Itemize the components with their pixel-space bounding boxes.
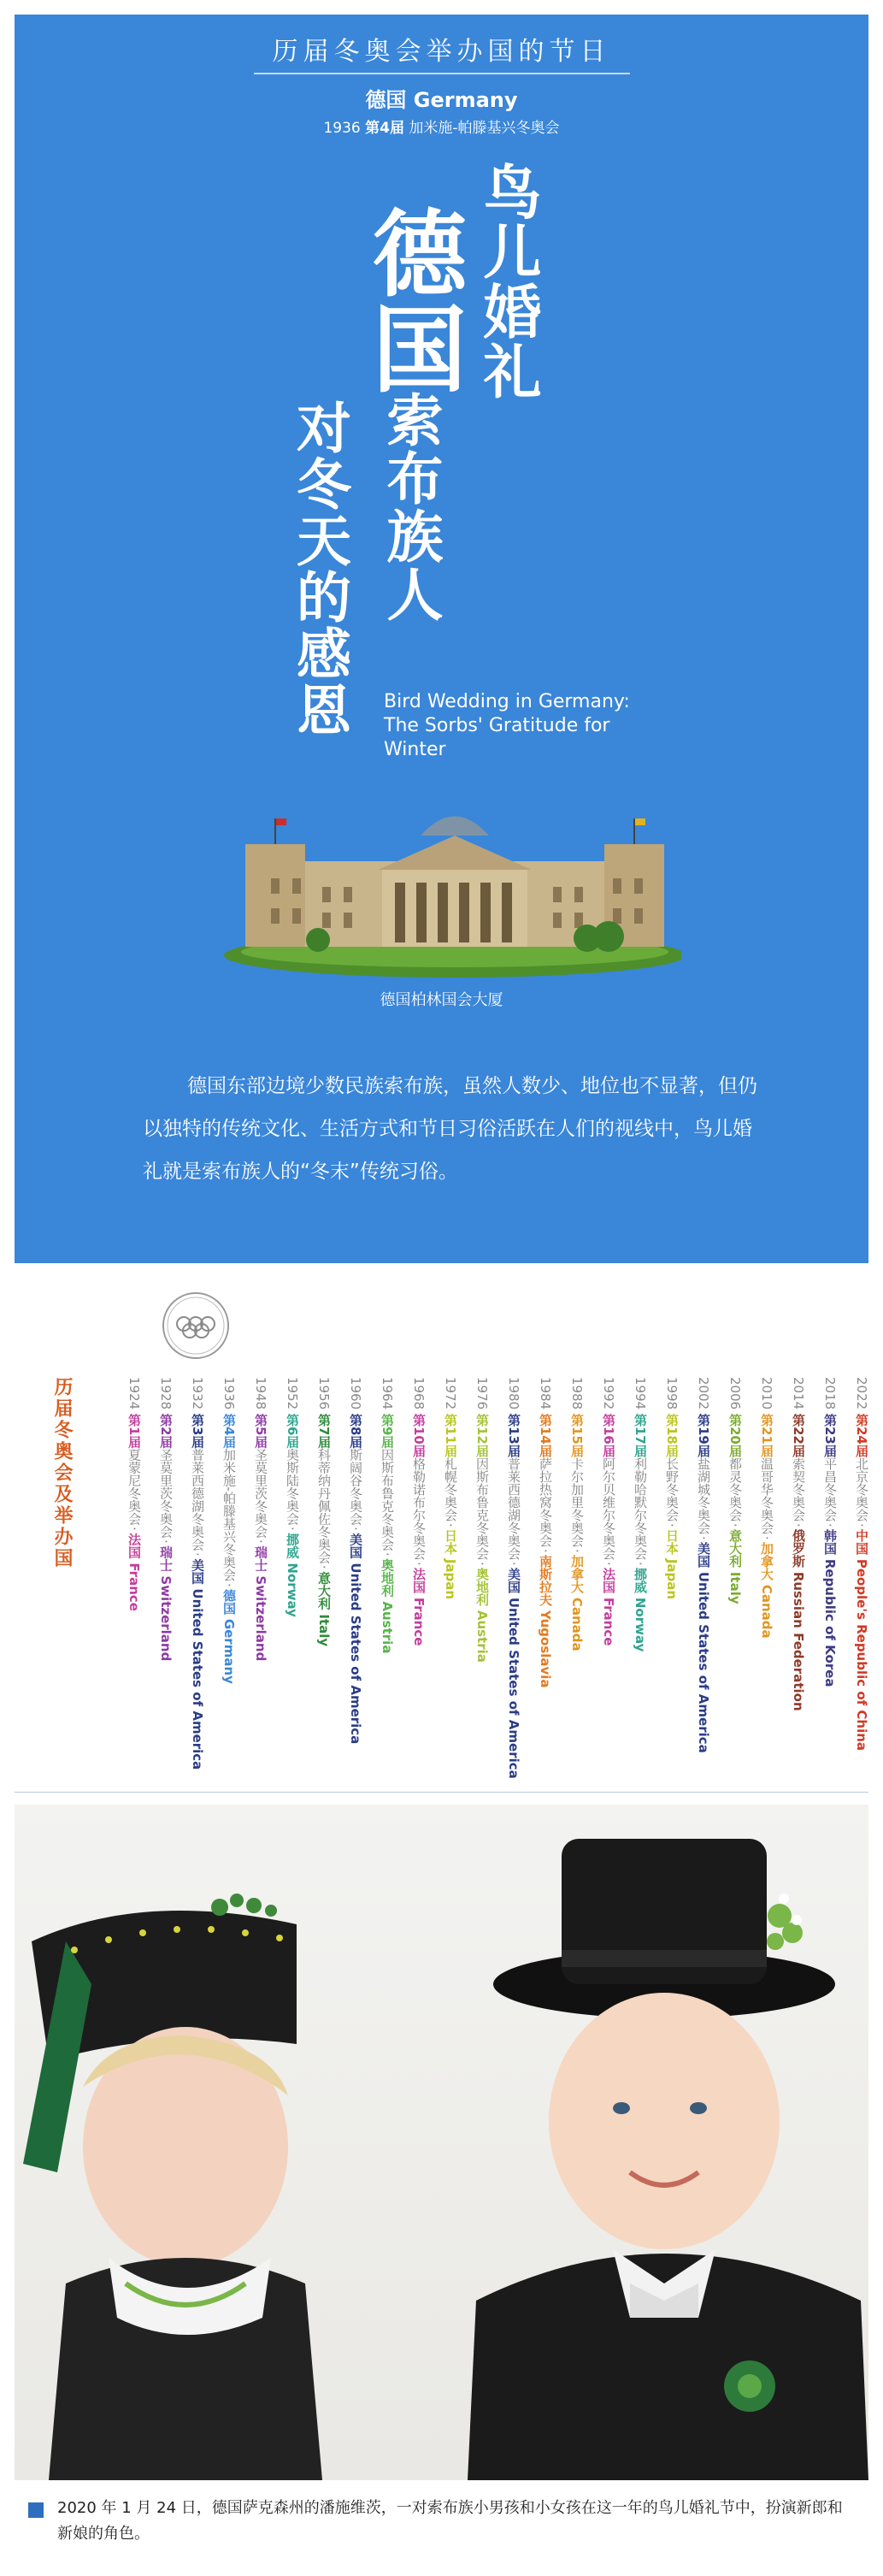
entry-year: 1992 — [601, 1377, 616, 1414]
entry-separator: · — [221, 1582, 237, 1587]
entry-separator: · — [411, 1561, 427, 1566]
timeline-entry — [222, 1377, 235, 1684]
entry-games: 长野冬奥会 — [664, 1456, 680, 1521]
entry-separator: · — [316, 1565, 332, 1570]
entry-separator: · — [253, 1539, 268, 1545]
entry-year: 1936 — [221, 1377, 237, 1414]
english-title: Bird Wedding in Germany: The Sorbs' Gratitude for Winter — [384, 691, 630, 760]
entry-country: 奥地利 Austria — [380, 1558, 395, 1654]
winter-games-timeline — [15, 1274, 868, 1793]
entry-separator: · — [348, 1527, 363, 1532]
entry-separator: · — [474, 1561, 490, 1566]
entry-year: 1960 — [348, 1377, 363, 1414]
timeline-entry — [412, 1377, 425, 1645]
entry-edition: 第16届 — [601, 1413, 616, 1457]
entry-country: 意大利 Italy — [727, 1528, 743, 1604]
title-bird-wedding: 鸟儿婚礼 — [474, 162, 542, 401]
entry-country: 美国 United States of America — [696, 1541, 711, 1753]
entry-games: 格勒诺布尔冬奥会 — [411, 1456, 427, 1560]
entry-year: 1964 — [380, 1377, 395, 1414]
entry-year: 1994 — [633, 1377, 648, 1414]
entry-country: 瑞士 Switzerland — [158, 1545, 174, 1662]
entry-year: 1956 — [316, 1377, 332, 1414]
title-gratitude: 对冬天的感恩 — [287, 399, 351, 738]
entry-separator: · — [727, 1522, 743, 1527]
games-line — [15, 115, 868, 137]
timeline-entry — [349, 1377, 362, 1744]
entry-edition: 第11届 — [443, 1413, 458, 1457]
timeline-entry — [728, 1377, 741, 1604]
entry-edition: 第14届 — [538, 1413, 553, 1457]
entry-separator: · — [633, 1561, 648, 1566]
intro-paragraph: 德国东部边境少数民族索布族，虽然人数少、地位也不显著，但仍以独特的传统文化、生活方式和节日习俗活跃在人们的视线中，鸟儿婚礼就是索布族人的“冬末”传统习俗。 — [143, 1075, 757, 1183]
reichstag-illustration — [220, 801, 681, 990]
entry-country: 法国 France — [601, 1567, 616, 1646]
entry-edition: 第12届 — [474, 1413, 490, 1457]
entry-games: 加米施-帕滕基兴冬奥会 — [221, 1448, 237, 1581]
entry-edition: 第2届 — [158, 1413, 174, 1449]
timeline-entry — [570, 1377, 583, 1651]
timeline-entry — [254, 1377, 267, 1661]
entry-games: 盐湖城冬奥会 — [696, 1456, 711, 1534]
photo-caption — [15, 2489, 868, 2566]
entry-separator: · — [190, 1552, 205, 1557]
entry-edition: 第21届 — [759, 1413, 774, 1457]
entry-games: 萨拉热窝冬奥会 — [538, 1456, 553, 1547]
entry-games: 索契冬奥会 — [791, 1456, 806, 1521]
entry-edition: 第22届 — [791, 1413, 806, 1457]
entry-games: 奥斯陆冬奥会 — [285, 1448, 300, 1526]
entry-separator: · — [791, 1522, 806, 1527]
entry-country: 意大利 Italy — [316, 1571, 332, 1647]
entry-edition: 第20届 — [727, 1413, 743, 1457]
entry-year: 1998 — [664, 1377, 680, 1414]
entry-country: 法国 France — [411, 1567, 427, 1646]
timeline-entry — [475, 1377, 488, 1663]
entry-country: 挪威 Norway — [285, 1533, 300, 1617]
entry-country: 俄罗斯 Russian Federation — [791, 1528, 806, 1711]
entry-country: 南斯拉夫 Yugoslavia — [538, 1554, 553, 1688]
entry-games: 因斯布鲁克冬奥会 — [474, 1456, 490, 1560]
timeline-entry — [317, 1377, 330, 1646]
entry-country: 韩国 Republic of Korea — [822, 1528, 838, 1687]
entry-year: 2002 — [696, 1377, 711, 1414]
entry-year: 2022 — [854, 1377, 869, 1414]
entry-year: 2010 — [759, 1377, 774, 1414]
caption-marker-icon — [28, 2502, 44, 2518]
timeline-entry — [697, 1377, 709, 1753]
entry-separator: · — [696, 1535, 711, 1540]
entry-country: 德国 Germany — [221, 1588, 237, 1684]
timeline-entry — [602, 1377, 615, 1645]
entry-country: 加拿大 Canada — [759, 1541, 774, 1639]
timeline-entry — [633, 1377, 646, 1651]
olympic-rings-icon — [162, 1291, 230, 1360]
entry-games: 科蒂纳丹佩佐冬奥会 — [316, 1448, 332, 1564]
entry-games: 圣莫里茨冬奥会 — [158, 1448, 174, 1539]
timeline-entry — [127, 1377, 140, 1611]
entry-country: 瑞士 Switzerland — [253, 1545, 268, 1662]
entry-year: 1932 — [190, 1377, 205, 1414]
entry-games: 因斯布鲁克冬奥会 — [380, 1448, 395, 1551]
entry-games: 阿尔贝维尔冬奥会 — [601, 1456, 616, 1560]
entry-games: 利勒哈默尔冬奥会 — [633, 1456, 648, 1560]
entry-separator: · — [664, 1522, 680, 1527]
title-divider — [254, 73, 630, 74]
timeline-entry — [191, 1377, 203, 1770]
title-sorbs: 索布族人 — [377, 391, 444, 623]
timeline-heading: 历届冬奥会及举办国 — [51, 1377, 73, 1569]
entry-year: 1972 — [443, 1377, 458, 1414]
entry-year: 1924 — [127, 1377, 142, 1414]
entry-games: 夏蒙尼冬奥会 — [127, 1448, 142, 1526]
entry-separator: · — [538, 1548, 553, 1553]
entry-edition: 第13届 — [506, 1413, 521, 1457]
entry-edition: 第5届 — [253, 1413, 268, 1449]
entry-separator: · — [506, 1561, 521, 1566]
entry-edition: 第19届 — [696, 1413, 711, 1457]
entry-year: 1980 — [506, 1377, 521, 1414]
entry-year: 1928 — [158, 1377, 174, 1414]
entry-games: 圣莫里茨冬奥会 — [253, 1448, 268, 1539]
entry-country: 奥地利 Austria — [474, 1567, 490, 1663]
entry-games: 普莱西德湖冬奥会 — [506, 1456, 521, 1560]
entry-edition: 第7届 — [316, 1413, 332, 1449]
games-edition: 第4届 — [365, 120, 404, 137]
entry-games: 都灵冬奥会 — [727, 1456, 743, 1521]
entry-games: 卡尔加里冬奥会 — [569, 1456, 585, 1547]
timeline-entry — [159, 1377, 172, 1661]
timeline-entry — [792, 1377, 804, 1711]
games-name: 加米施-帕滕基兴冬奥会 — [409, 120, 560, 137]
entry-games: 温哥华冬奥会 — [759, 1456, 774, 1534]
entry-edition: 第18届 — [664, 1413, 680, 1457]
entry-separator: · — [759, 1535, 774, 1540]
entry-country: 日本 Japan — [664, 1528, 680, 1600]
timeline-entry — [665, 1377, 678, 1599]
timeline-entry — [380, 1377, 393, 1653]
entry-year: 2014 — [791, 1377, 806, 1414]
photo-caption-text: 2020 年 1 月 24 日，德国萨克森州的潘施维茨，一对索布族小男孩和小女孩在这一年的鸟儿婚礼节中，扮演新郎和新娘的角色。 — [57, 2499, 843, 2543]
timeline-entry — [760, 1377, 773, 1639]
entry-year: 1976 — [474, 1377, 490, 1414]
entry-separator: · — [380, 1552, 395, 1557]
entry-year: 1984 — [538, 1377, 553, 1414]
entry-year: 1988 — [569, 1377, 585, 1414]
entry-country: 美国 United States of America — [348, 1533, 363, 1745]
entry-edition: 第15届 — [569, 1413, 585, 1457]
entry-games: 北京冬奥会 — [854, 1456, 869, 1521]
entry-separator: · — [443, 1522, 458, 1527]
entry-edition: 第4届 — [221, 1413, 237, 1449]
entry-separator: · — [569, 1548, 585, 1553]
entry-edition: 第10届 — [411, 1413, 427, 1457]
children-illustration — [15, 1805, 868, 2480]
entry-separator: · — [285, 1527, 300, 1532]
entry-year: 1952 — [285, 1377, 300, 1414]
series-title: 历届冬奥会举办国的节日 — [272, 37, 611, 67]
entry-edition: 第17届 — [633, 1413, 648, 1457]
timeline-entry — [444, 1377, 456, 1599]
entry-games: 平昌冬奥会 — [822, 1456, 838, 1521]
entry-country: 中国 People's Republic of China — [854, 1528, 869, 1752]
sorb-children-photo — [15, 1805, 868, 2480]
entry-edition: 第9届 — [380, 1413, 395, 1449]
entry-separator: · — [158, 1539, 174, 1545]
title-germany: 德国 — [357, 204, 468, 396]
entry-separator: · — [601, 1561, 616, 1566]
entry-year: 2018 — [822, 1377, 838, 1414]
entry-year: 1968 — [411, 1377, 427, 1414]
entry-separator: · — [822, 1522, 838, 1527]
entry-games: 斯阔谷冬奥会 — [348, 1448, 363, 1526]
host-country: 德国 Germany — [365, 88, 518, 112]
entry-country: 美国 United States of America — [190, 1558, 205, 1770]
entry-separator: · — [854, 1522, 869, 1527]
building-caption: 德国柏林国会大厦 — [380, 991, 503, 1009]
poster-section — [15, 15, 868, 1263]
entry-edition: 第23届 — [822, 1413, 838, 1457]
entry-country: 日本 Japan — [443, 1528, 458, 1600]
entry-separator: · — [127, 1527, 142, 1532]
entry-country: 法国 France — [127, 1533, 142, 1611]
entry-edition: 第3届 — [190, 1413, 205, 1449]
entry-games: 札幌冬奥会 — [443, 1456, 458, 1521]
entry-year: 1948 — [253, 1377, 268, 1414]
entry-year: 2006 — [727, 1377, 743, 1414]
entry-country: 美国 United States of America — [506, 1567, 521, 1779]
entry-edition: 第6届 — [285, 1413, 300, 1449]
timeline-entry — [823, 1377, 836, 1687]
timeline-entry — [507, 1377, 520, 1779]
entry-country: 加拿大 Canada — [569, 1554, 585, 1651]
timeline-entries — [90, 1377, 869, 1787]
timeline-entry — [855, 1377, 868, 1751]
timeline-entry — [539, 1377, 551, 1688]
entry-games: 普莱西德湖冬奥会 — [190, 1448, 205, 1551]
timeline-entry — [286, 1377, 298, 1617]
games-year: 1936 — [323, 120, 361, 137]
entry-edition: 第24届 — [854, 1413, 869, 1457]
entry-country: 挪威 Norway — [633, 1567, 648, 1652]
entry-edition: 第8届 — [348, 1413, 363, 1449]
entry-edition: 第1届 — [127, 1413, 142, 1449]
